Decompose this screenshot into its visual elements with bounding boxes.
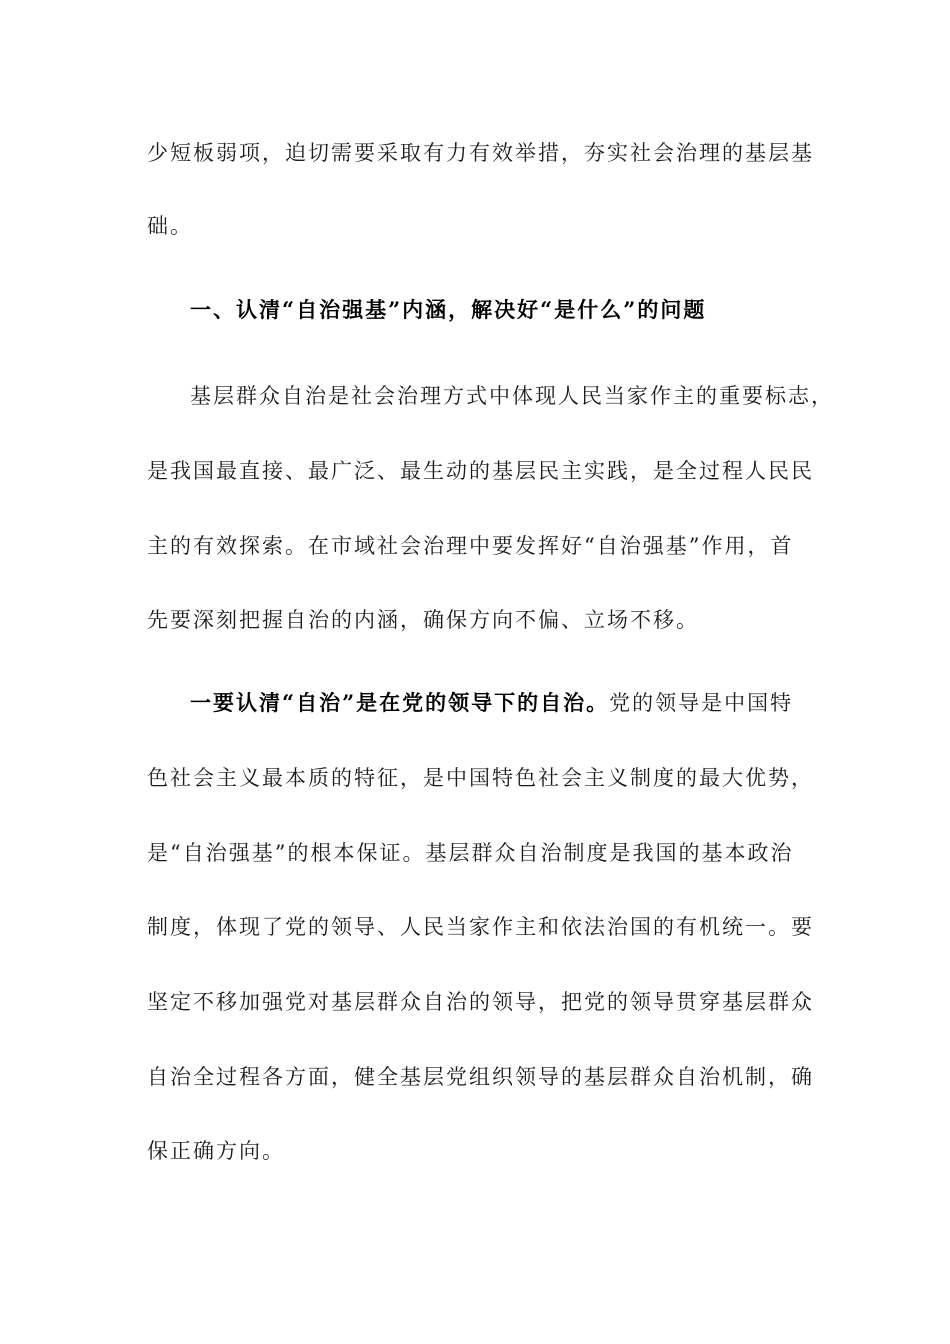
paragraph-line: 保正确方向。	[147, 1139, 285, 1163]
bold-lead-sentence: 一要认清“自治”是在党的领导下的自治。	[190, 690, 610, 715]
paragraph-line: 自治全过程各方面，健全基层党组织领导的基层群众自治机制，确	[147, 1065, 814, 1089]
paragraph-line	[190, 690, 850, 716]
paragraph-line: 是我国最直接、最广泛、最生动的基层民主实践，是全过程人民民	[147, 459, 814, 483]
paragraph-line: 基层群众自治是社会治理方式中体现人民当家作主的重要标志，	[190, 384, 834, 408]
paragraph-text: 党的领导是中国特	[609, 691, 794, 715]
paragraph-line: 色社会主义最本质的特征，是中国特色社会主义制度的最大优势，	[147, 766, 814, 790]
paragraph-line: 础。	[147, 214, 193, 238]
paragraph-line: 少短板弱项，迫切需要采取有力有效举措，夯实社会治理的基层基	[147, 141, 814, 165]
paragraph-line: 先要深刻把握自治的内涵，确保方向不偏、立场不移。	[147, 608, 699, 632]
paragraph-line: 是“自治强基”的根本保证。基层群众自治制度是我国的基本政治	[147, 841, 794, 865]
section-heading: 一、认清“自治强基”内涵，解决好“是什么”的问题	[190, 297, 707, 322]
paragraph-line: 坚定不移加强党对基层群众自治的领导，把党的领导贯穿基层群众	[147, 990, 814, 1014]
paragraph-line: 制度，体现了党的领导、人民当家作主和依法治国的有机统一。要	[147, 915, 814, 939]
paragraph-line: 主的有效探索。在市域社会治理中要发挥好“自治强基”作用，首	[147, 534, 794, 558]
